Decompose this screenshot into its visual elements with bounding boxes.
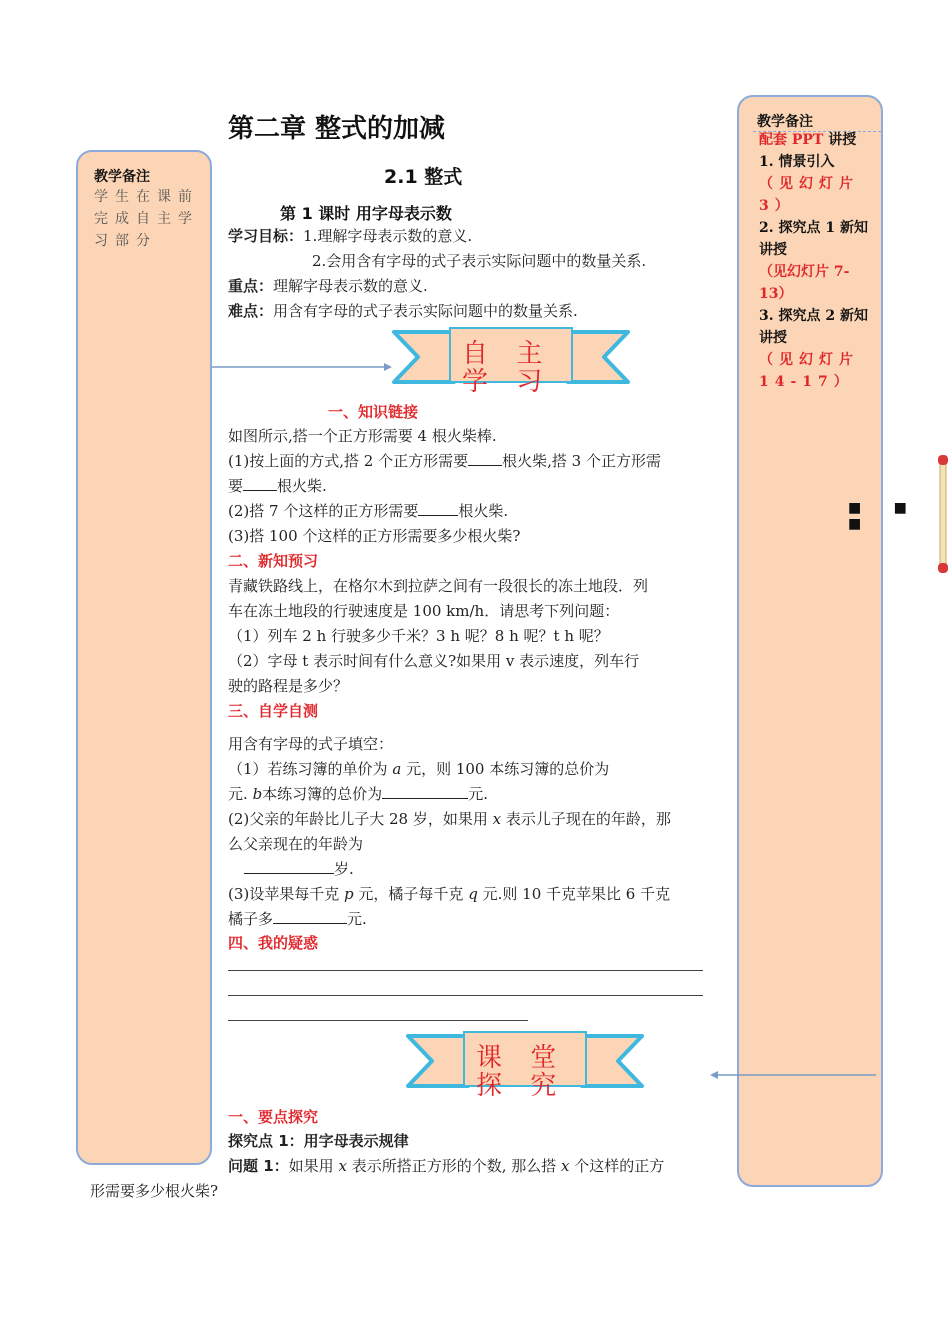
- section2-p4: （2）字母 t 表示时间有什么意义?如果用 v 表示速度，列车行: [228, 652, 640, 670]
- section3-q1d: 本练习簿的总价为: [262, 785, 383, 803]
- difficult-point: [228, 299, 578, 324]
- section1-q1-line1: [228, 449, 661, 474]
- var-x: x: [492, 810, 502, 828]
- difficult-point-text: 用含有字母的式子表示实际问题中的数量关系.: [273, 302, 578, 320]
- section3-q2-line2: 么父亲现在的年龄为: [228, 835, 364, 853]
- left-note-title: 教学备注: [94, 169, 150, 185]
- arrow-right-icon: [212, 358, 392, 370]
- banner-class-inquiry-text: 课 堂 探 究: [476, 1043, 567, 1101]
- right-note-box: [737, 95, 883, 1187]
- objectives: [228, 224, 472, 249]
- chapter-title: 第二章 整式的加减: [228, 114, 446, 144]
- section3-q2-line1: [228, 807, 671, 832]
- section1-q1d: 根火柴.: [277, 477, 327, 495]
- section3-q1a: （1）若练习簿的单价为: [228, 760, 388, 778]
- section4-title: 四、我的疑惑: [228, 934, 319, 952]
- var-x: x: [561, 1157, 570, 1175]
- banner-self-study: [392, 326, 630, 397]
- doubt-line-1[interactable]: [228, 970, 703, 971]
- blank-field[interactable]: [382, 784, 468, 799]
- section1-intro: 如图所示,搭一个正方形需要 4 根火柴棒.: [228, 427, 497, 445]
- section-title: 2.1 整式: [384, 166, 463, 188]
- banner-self-study-text: 自 主 学 习: [462, 339, 553, 397]
- var-p: p: [344, 885, 354, 903]
- section3-q3c: 元.则 10 千克苹果比 6 千克: [482, 885, 671, 903]
- section2-p5: 驶的路程是多少？: [228, 677, 349, 695]
- section1-q1a: (1)按上面的方式,搭 2 个正方形需要: [228, 452, 469, 470]
- objective-2: 2.会用含有字母的式子表示实际问题中的数量关系.: [312, 252, 647, 270]
- section3-q2d: 岁.: [334, 860, 354, 878]
- section1-q3: (3)搭 100 个这样的正方形需要多少根火柴?: [228, 527, 521, 545]
- section2-title: 二、新知预习: [228, 552, 319, 570]
- section5-title: 一、要点探究: [228, 1108, 319, 1126]
- left-note-box: [76, 150, 212, 1165]
- left-note-text: 学生在课前完成自主学习部分: [94, 189, 199, 249]
- right-note-item-1: 1. 情景引入: [759, 154, 835, 170]
- var-x: x: [338, 1157, 347, 1175]
- section3-q3e: 元.: [347, 910, 367, 928]
- section1-q2b: 根火柴.: [458, 502, 509, 520]
- doubt-line-2[interactable]: [228, 995, 703, 996]
- right-note-ref-2: （见幻灯片 7-13）: [759, 264, 850, 302]
- section3-q3a: (3)设苹果每千克: [228, 885, 340, 903]
- section3-q2b: 表示儿子现在的年龄，那: [505, 810, 671, 828]
- var-a: a: [392, 760, 402, 778]
- section3-q3d: 橘子多: [228, 910, 274, 928]
- section1-title: 一、知识链接: [328, 403, 419, 421]
- section3-q3b: 元，橘子每千克: [358, 885, 464, 903]
- section3-q3-line2: [228, 907, 367, 932]
- blank-field[interactable]: [468, 451, 502, 466]
- problem-p1b: 表示所搭正方形的个数, 那么搭: [351, 1157, 557, 1175]
- key-point-text: 理解字母表示数的意义.: [273, 277, 428, 295]
- section2-p1: 青藏铁路线上，在格尔木到拉萨之间有一段很长的冻土地段．列: [228, 577, 649, 595]
- problem-label: 问题 1：: [228, 1157, 289, 1175]
- blank-field[interactable]: [273, 909, 347, 924]
- difficult-point-label: 难点：: [228, 302, 274, 320]
- var-b: b: [252, 785, 263, 803]
- blank-field[interactable]: [244, 859, 334, 874]
- section3-q1e: 元.: [468, 785, 488, 803]
- section2-p3: （1）列车 2 h 行驶多少千米？3 h 呢？8 h 呢？t h 呢？: [228, 627, 609, 645]
- key-point: [228, 274, 428, 299]
- section3-q1b: 元，则 100 本练习簿的总价为: [406, 760, 610, 778]
- ppt-label: 配套 PPT: [759, 132, 824, 148]
- problem-line1: [228, 1154, 664, 1179]
- section3-q3-line1: [228, 882, 670, 907]
- section3-q2a: (2)父亲的年龄比儿子大 28 岁，如果用: [228, 810, 488, 828]
- banner-class-inquiry: [406, 1030, 644, 1101]
- section1-q1-line2: [228, 474, 327, 499]
- section3-q2-line3: [228, 857, 354, 882]
- right-note-title: 教学备注: [757, 114, 813, 130]
- section1-q2: [228, 499, 508, 524]
- point-title: 探究点 1：用字母表示规律: [228, 1132, 409, 1150]
- right-note-ref-1: （见幻灯片 3）: [759, 176, 859, 214]
- lesson-title: 第 1 课时 用字母表示数: [280, 204, 452, 223]
- section2-p2: 车在冻土地段的行驶速度是 100 km/h．请思考下列问题：: [228, 602, 620, 620]
- blank-field[interactable]: [418, 501, 458, 516]
- problem-line2: 形需要多少根火柴?: [90, 1182, 219, 1200]
- key-point-label: 重点：: [228, 277, 274, 295]
- right-note-item-2: 2. 探究点 1 新知讲授: [759, 220, 868, 258]
- right-note-ref-3: （见幻灯片 14-17）: [759, 352, 859, 390]
- doubt-line-3[interactable]: [228, 1020, 528, 1021]
- problem-p1a: 如果用: [288, 1157, 334, 1175]
- problem-p1c: 个这样的正方: [574, 1157, 665, 1175]
- blank-field[interactable]: [243, 476, 277, 491]
- right-note-ppt: [759, 129, 879, 151]
- right-note-item-3: 3. 探究点 2 新知讲授: [759, 308, 868, 346]
- section3-intro: 用含有字母的式子填空：: [228, 735, 394, 753]
- section3-title: 三、自学自测: [228, 702, 319, 720]
- objective-1: 1.理解字母表示数的意义.: [303, 227, 473, 245]
- ppt-suffix: 讲授: [828, 132, 857, 148]
- section1-q1b: 根火柴,搭 3 个正方形需: [502, 452, 661, 470]
- section3-q1-line2: [228, 782, 488, 807]
- var-q: q: [468, 885, 478, 903]
- section1-q2a: (2)搭 7 个这样的正方形需要: [228, 502, 419, 520]
- dots-decoration: ■ ■ ■: [848, 500, 921, 532]
- section3-q1-line1: [228, 757, 609, 782]
- arrow-left-icon: [710, 1066, 876, 1078]
- section3-q1c: 元.: [228, 785, 248, 803]
- objectives-label: 学习目标：: [228, 227, 304, 245]
- section1-q1c: 要: [228, 477, 244, 495]
